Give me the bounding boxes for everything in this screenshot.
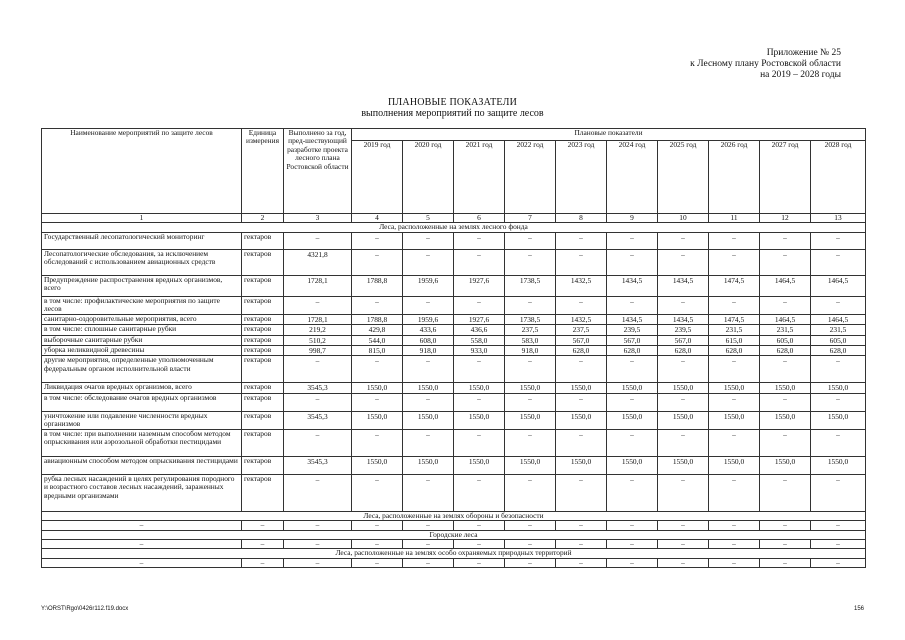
row-value: –	[454, 356, 505, 383]
row-value: –	[403, 474, 454, 511]
row-value: –	[403, 232, 454, 249]
row-value: –	[454, 232, 505, 249]
table-row	[42, 411, 866, 429]
row-name: в том числе: при выполнении наземным способом методом опрыскивания или аэрозольной обработки пестицидами	[42, 429, 242, 456]
row-value: 1432,5	[556, 275, 607, 296]
row-value: 1464,5	[811, 275, 866, 296]
row-done: –	[284, 356, 352, 383]
row-value: 1550,0	[709, 411, 760, 429]
row-value: –	[658, 393, 709, 411]
row-value: –	[556, 540, 607, 549]
row-value: 628,0	[556, 346, 607, 356]
table-row	[42, 456, 866, 474]
table-row	[42, 558, 866, 567]
row-value: –	[505, 393, 556, 411]
row-done: –	[284, 296, 352, 314]
row-value: 1550,0	[658, 411, 709, 429]
row-value: 1550,0	[403, 456, 454, 474]
row-value: 231,5	[811, 325, 866, 335]
row-value: –	[607, 393, 658, 411]
row-value: –	[658, 356, 709, 383]
row-value: 605,0	[811, 335, 866, 345]
row-done: 3545,3	[284, 456, 352, 474]
row-done: –	[284, 393, 352, 411]
table-row	[42, 429, 866, 456]
row-value: –	[42, 558, 242, 567]
page-number: 156	[853, 606, 864, 612]
table-row	[42, 393, 866, 411]
row-value: 1738,5	[505, 314, 556, 324]
row-value: 1788,8	[352, 314, 403, 324]
row-value: –	[607, 232, 658, 249]
row-value: –	[242, 540, 284, 549]
row-value: –	[658, 249, 709, 275]
header-year: 2026 год	[709, 141, 760, 214]
row-value: 628,0	[811, 346, 866, 356]
document-title: ПЛАНОВЫЕ ПОКАЗАТЕЛИ	[388, 97, 517, 108]
row-value: 1550,0	[556, 383, 607, 393]
column-index: 2	[242, 214, 284, 223]
table-row	[42, 275, 866, 296]
column-index: 11	[709, 214, 760, 223]
header-year: 2025 год	[658, 141, 709, 214]
row-done: 3545,3	[284, 411, 352, 429]
row-done: 998,7	[284, 346, 352, 356]
column-index: 9	[607, 214, 658, 223]
row-value: 1550,0	[505, 383, 556, 393]
column-index: 13	[811, 214, 866, 223]
row-value: 1434,5	[607, 275, 658, 296]
row-value: –	[505, 558, 556, 567]
row-value: 436,6	[454, 325, 505, 335]
table-row	[42, 325, 866, 335]
header-done: Выполнено за год, пред-шествующий разработке проекта лесного плана Ростовской области	[284, 129, 352, 214]
row-value: –	[658, 540, 709, 549]
row-value: –	[709, 540, 760, 549]
row-value: 558,0	[454, 335, 505, 345]
row-value: –	[284, 521, 352, 530]
row-value: –	[42, 521, 242, 530]
row-unit: гектаров	[242, 356, 284, 383]
row-value: –	[403, 429, 454, 456]
row-value: 1464,5	[811, 314, 866, 324]
row-value: 567,0	[658, 335, 709, 345]
row-value: –	[556, 474, 607, 511]
row-value: 918,0	[403, 346, 454, 356]
row-value: –	[709, 232, 760, 249]
row-value: 918,0	[505, 346, 556, 356]
row-value: –	[607, 558, 658, 567]
table-row	[42, 346, 866, 356]
row-value: –	[284, 540, 352, 549]
row-unit: гектаров	[242, 346, 284, 356]
plan-table	[41, 128, 866, 568]
row-value: –	[42, 540, 242, 549]
row-done: 510,2	[284, 335, 352, 345]
row-value: –	[811, 540, 866, 549]
row-value: –	[658, 232, 709, 249]
row-value: –	[505, 296, 556, 314]
row-name: Государственный лесопатологический мониторинг	[42, 232, 242, 249]
row-value: 1550,0	[760, 383, 811, 393]
row-done: 4321,8	[284, 249, 352, 275]
row-value: 605,0	[760, 335, 811, 345]
row-value: –	[454, 249, 505, 275]
row-value: –	[505, 356, 556, 383]
row-value: –	[658, 429, 709, 456]
row-unit: гектаров	[242, 411, 284, 429]
row-value: 1474,5	[709, 314, 760, 324]
row-value: 1550,0	[505, 456, 556, 474]
row-value: –	[454, 429, 505, 456]
row-value: 1432,5	[556, 314, 607, 324]
row-name: рубка лесных насаждений в целях регулирования породного и возрастного составов лесных насаждений, зараженных вредными организмами	[42, 474, 242, 511]
row-value: –	[403, 558, 454, 567]
column-index: 4	[352, 214, 403, 223]
section-row	[42, 511, 866, 520]
row-name: другие мероприятия, определенные уполномоченным федеральным органом исполнительной власти	[42, 356, 242, 383]
row-value: –	[811, 429, 866, 456]
row-value: –	[658, 521, 709, 530]
row-value: –	[607, 356, 658, 383]
row-value: –	[760, 521, 811, 530]
row-value: –	[658, 296, 709, 314]
row-value: –	[709, 474, 760, 511]
row-value: –	[760, 296, 811, 314]
row-value: –	[607, 474, 658, 511]
table-row	[42, 335, 866, 345]
row-value: –	[709, 521, 760, 530]
row-value: 1550,0	[556, 411, 607, 429]
row-value: –	[709, 429, 760, 456]
row-value: –	[811, 249, 866, 275]
column-index: 5	[403, 214, 454, 223]
row-name: уборка неликвидной древесины	[42, 346, 242, 356]
row-value: 1550,0	[760, 456, 811, 474]
row-done: 219,2	[284, 325, 352, 335]
column-index: 6	[454, 214, 505, 223]
row-value: –	[454, 558, 505, 567]
section-row	[42, 530, 866, 539]
row-value: –	[284, 558, 352, 567]
row-unit: гектаров	[242, 275, 284, 296]
row-value: 567,0	[607, 335, 658, 345]
row-name: авиационным способом методом опрыскивания пестицидами	[42, 456, 242, 474]
header-year: 2022 год	[505, 141, 556, 214]
row-value: 1550,0	[352, 411, 403, 429]
row-value: 1550,0	[811, 383, 866, 393]
column-index: 12	[760, 214, 811, 223]
appendix-line-2: к Лесному плану Ростовской области	[690, 59, 841, 69]
row-value: 615,0	[709, 335, 760, 345]
row-value: –	[352, 558, 403, 567]
section-urban-forests: Городские леса	[42, 530, 866, 539]
row-value: –	[556, 521, 607, 530]
table-row	[42, 383, 866, 393]
row-value: 1550,0	[658, 456, 709, 474]
row-value: 1550,0	[811, 456, 866, 474]
row-value: 544,0	[352, 335, 403, 345]
row-value: 1474,5	[709, 275, 760, 296]
row-unit: гектаров	[242, 383, 284, 393]
row-unit: гектаров	[242, 393, 284, 411]
row-value: –	[352, 296, 403, 314]
header-name: Наименование мероприятий по защите лесов	[42, 129, 242, 214]
row-value: –	[760, 393, 811, 411]
row-value: 1959,6	[403, 314, 454, 324]
row-value: –	[556, 558, 607, 567]
row-value: –	[811, 296, 866, 314]
row-value: 628,0	[607, 346, 658, 356]
header-year: 2028 год	[811, 141, 866, 214]
row-value: –	[403, 521, 454, 530]
row-value: –	[556, 232, 607, 249]
row-value: –	[760, 429, 811, 456]
row-value: 1927,6	[454, 275, 505, 296]
row-value: –	[607, 540, 658, 549]
row-value: –	[505, 521, 556, 530]
row-value: –	[352, 356, 403, 383]
row-value: –	[760, 249, 811, 275]
row-value: 1738,5	[505, 275, 556, 296]
row-value: –	[709, 356, 760, 383]
row-value: –	[607, 296, 658, 314]
row-value: –	[454, 540, 505, 549]
row-value: –	[403, 393, 454, 411]
header-year: 2027 год	[760, 141, 811, 214]
row-value: –	[403, 296, 454, 314]
row-done: 1728,1	[284, 314, 352, 324]
header-unit: Единица измерения	[242, 129, 284, 214]
row-value: 1550,0	[403, 411, 454, 429]
row-value: 1550,0	[352, 383, 403, 393]
row-value: –	[242, 521, 284, 530]
row-value: –	[352, 521, 403, 530]
row-value: 815,0	[352, 346, 403, 356]
row-value: –	[811, 521, 866, 530]
row-value: 1550,0	[454, 411, 505, 429]
row-value: 1550,0	[709, 383, 760, 393]
row-value: –	[352, 474, 403, 511]
row-value: –	[658, 558, 709, 567]
row-value: –	[505, 249, 556, 275]
row-value: 429,8	[352, 325, 403, 335]
row-done: –	[284, 232, 352, 249]
row-unit: гектаров	[242, 249, 284, 275]
table-row	[42, 356, 866, 383]
row-value: –	[709, 558, 760, 567]
row-value: 567,0	[556, 335, 607, 345]
header-year: 2023 год	[556, 141, 607, 214]
section-row	[42, 549, 866, 558]
row-value: –	[505, 540, 556, 549]
row-value: 1464,5	[760, 275, 811, 296]
row-value: 1550,0	[607, 411, 658, 429]
row-name: в том числе: сплошные санитарные рубки	[42, 325, 242, 335]
row-value: 1959,6	[403, 275, 454, 296]
appendix-line-1: Приложение № 25	[766, 48, 841, 58]
row-value: 933,0	[454, 346, 505, 356]
row-value: –	[658, 474, 709, 511]
header-year: 2020 год	[403, 141, 454, 214]
row-value: –	[242, 558, 284, 567]
table-row	[42, 232, 866, 249]
document-subtitle: выполнения мероприятий по защите лесов	[361, 108, 544, 119]
section-forest-fund: Леса, расположенные на землях лесного фонда	[42, 223, 866, 232]
row-done: 3545,3	[284, 383, 352, 393]
table-row	[42, 474, 866, 511]
row-value: –	[760, 474, 811, 511]
row-value: 1434,5	[658, 314, 709, 324]
row-value: 1550,0	[658, 383, 709, 393]
row-value: 1550,0	[454, 383, 505, 393]
row-value: –	[556, 249, 607, 275]
row-unit: гектаров	[242, 314, 284, 324]
row-done: –	[284, 474, 352, 511]
row-value: –	[760, 356, 811, 383]
row-value: –	[454, 393, 505, 411]
row-value: –	[556, 356, 607, 383]
column-index: 3	[284, 214, 352, 223]
row-value: –	[454, 296, 505, 314]
row-value: 239,5	[607, 325, 658, 335]
row-value: 1434,5	[658, 275, 709, 296]
row-value: 628,0	[709, 346, 760, 356]
footer-path: Y:\ORST\Rgo\0426r112.f19.docx	[41, 606, 129, 612]
row-value: –	[556, 393, 607, 411]
row-name: в том числе: обследование очагов вредных организмов	[42, 393, 242, 411]
row-unit: гектаров	[242, 325, 284, 335]
row-value: 1550,0	[607, 383, 658, 393]
row-name: санитарно-оздоровительные мероприятия, всего	[42, 314, 242, 324]
row-value: 1550,0	[607, 456, 658, 474]
row-value: 1550,0	[403, 383, 454, 393]
section-defense-lands: Леса, расположенные на землях обороны и безопасности	[42, 511, 866, 520]
row-value: 1788,8	[352, 275, 403, 296]
row-value: –	[403, 249, 454, 275]
row-name: выборочные санитарные рубки	[42, 335, 242, 345]
row-value: –	[760, 232, 811, 249]
row-value: –	[505, 232, 556, 249]
row-value: –	[709, 296, 760, 314]
header-year: 2024 год	[607, 141, 658, 214]
row-value: –	[607, 249, 658, 275]
row-value: 1434,5	[607, 314, 658, 324]
row-unit: гектаров	[242, 456, 284, 474]
header-planned: Плановые показатели	[352, 129, 866, 141]
row-value: –	[709, 393, 760, 411]
row-value: 1464,5	[760, 314, 811, 324]
row-done: 1728,1	[284, 275, 352, 296]
row-value: 1927,6	[454, 314, 505, 324]
row-value: 231,5	[760, 325, 811, 335]
column-index: 8	[556, 214, 607, 223]
appendix-line-3: на 2019 – 2028 годы	[760, 70, 841, 80]
row-unit: гектаров	[242, 335, 284, 345]
table-row	[42, 540, 866, 549]
row-name: уничтожение или подавление численности вредных организмов	[42, 411, 242, 429]
row-value: 1550,0	[760, 411, 811, 429]
column-index: 7	[505, 214, 556, 223]
row-name: в том числе: профилактические мероприятия по защите лесов	[42, 296, 242, 314]
row-value: 1550,0	[709, 456, 760, 474]
row-value: –	[505, 474, 556, 511]
column-index: 1	[42, 214, 242, 223]
row-value: 628,0	[760, 346, 811, 356]
row-value: 608,0	[403, 335, 454, 345]
row-value: –	[352, 249, 403, 275]
appendix-block	[690, 48, 841, 81]
row-value: –	[403, 540, 454, 549]
row-value: 231,5	[709, 325, 760, 335]
row-unit: гектаров	[242, 296, 284, 314]
row-unit: гектаров	[242, 474, 284, 511]
row-value: –	[811, 356, 866, 383]
section-protected-areas: Леса, расположенные на землях особо охраняемых природных территорий	[42, 549, 866, 558]
row-name: Предупреждение распространения вредных организмов, всего	[42, 275, 242, 296]
row-value: –	[403, 356, 454, 383]
row-value: 628,0	[658, 346, 709, 356]
row-value: –	[607, 521, 658, 530]
column-index: 10	[658, 214, 709, 223]
row-value: 1550,0	[505, 411, 556, 429]
row-value: –	[352, 429, 403, 456]
row-value: –	[760, 540, 811, 549]
row-value: –	[454, 474, 505, 511]
header-year: 2021 год	[454, 141, 505, 214]
row-value: –	[352, 232, 403, 249]
row-done: –	[284, 429, 352, 456]
row-value: 237,5	[505, 325, 556, 335]
row-value: –	[709, 249, 760, 275]
row-name: Ликвидация очагов вредных организмов, всего	[42, 383, 242, 393]
row-value: 1550,0	[352, 456, 403, 474]
table-row	[42, 296, 866, 314]
row-value: –	[352, 540, 403, 549]
row-value: –	[556, 296, 607, 314]
row-value: 237,5	[556, 325, 607, 335]
row-value: –	[811, 393, 866, 411]
table-row	[42, 521, 866, 530]
row-value: –	[760, 558, 811, 567]
row-value: 583,0	[505, 335, 556, 345]
row-unit: гектаров	[242, 429, 284, 456]
table-row	[42, 249, 866, 275]
row-value: –	[811, 474, 866, 511]
row-value: –	[811, 558, 866, 567]
header-year: 2019 год	[352, 141, 403, 214]
table-row	[42, 314, 866, 324]
row-value: –	[352, 393, 403, 411]
row-unit: гектаров	[242, 232, 284, 249]
row-value: –	[505, 429, 556, 456]
row-value: 239,5	[658, 325, 709, 335]
row-value: 1550,0	[556, 456, 607, 474]
row-value: –	[454, 521, 505, 530]
row-value: 433,6	[403, 325, 454, 335]
row-value: 1550,0	[811, 411, 866, 429]
row-name: Лесопатологические обследования, за исключением обследований с использованием авиационных средств	[42, 249, 242, 275]
row-value: –	[607, 429, 658, 456]
row-value: 1550,0	[454, 456, 505, 474]
row-value: –	[556, 429, 607, 456]
row-value: –	[811, 232, 866, 249]
